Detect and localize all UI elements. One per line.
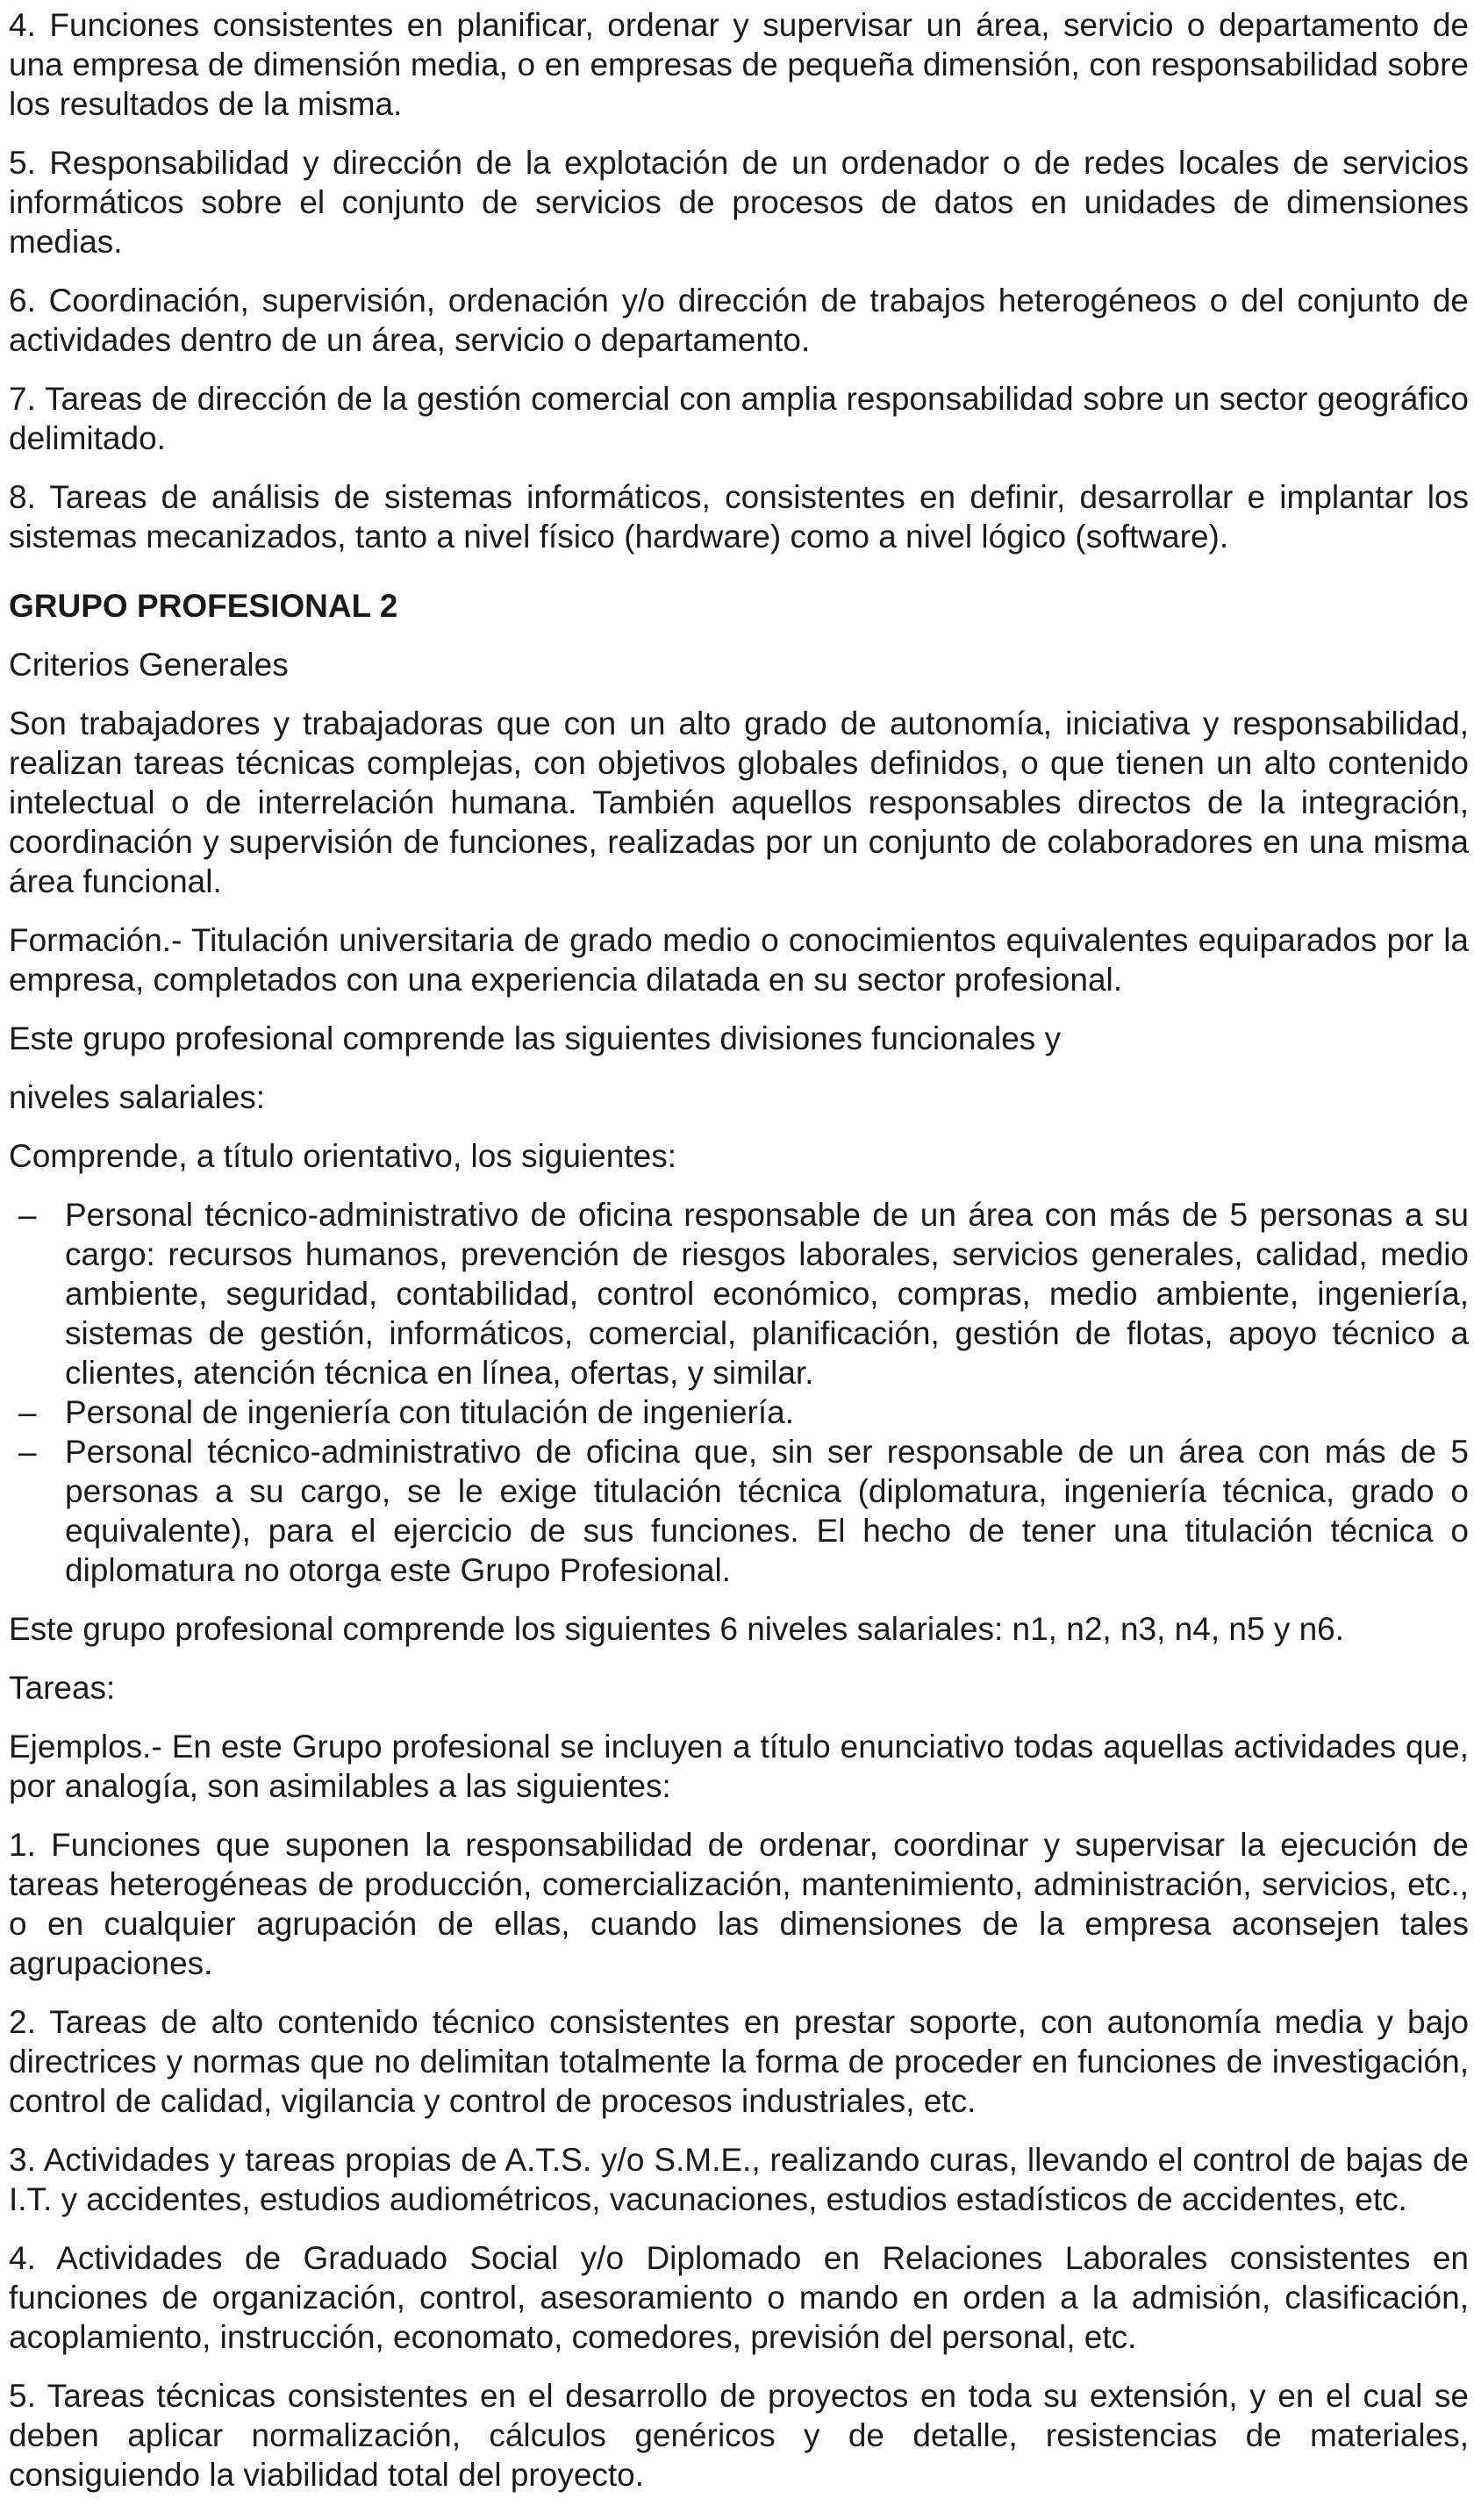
section-heading: GRUPO PROFESIONAL 2 — [9, 588, 398, 624]
paragraph: niveles salariales: — [9, 1079, 266, 1115]
paragraph: Criterios Generales — [9, 647, 289, 683]
bullet-list — [9, 1195, 1469, 1590]
paragraph: Son trabajadores y trabajadoras que con un alto grado de autonomía, iniciativa y responsabilidad, realizan tareas técnicas complejas, con objetivos globales definidos, o que tienen un alto contenido intelectual o de interrelación humana. También aquellos responsables directos de la integración, coordinación y supervisión de funciones, realizadas por un conjunto de colaboradores en una misma área funcional. — [9, 705, 1469, 899]
paragraph: 2. Tareas de alto contenido técnico consistentes en prestar soporte, con autonomía media y bajo directrices y normas que no delimitan totalmente la forma de proceder en funciones de investigación, control de calidad, vigilancia y control de procesos industriales, etc. — [9, 2004, 1469, 2119]
paragraph: 1. Funciones que suponen la responsabilidad de ordenar, coordinar y supervisar la ejecución de tareas heterogéneas de producción, comercialización, mantenimiento, administración, servicios, etc., o en cualquier agrupación de ellas, cuando las dimensiones de la empresa aconsejen tales agrupaciones. — [9, 1827, 1469, 1981]
paragraph: 5. Tareas técnicas consistentes en el desarrollo de proyectos en toda su extensión, y en el cual se deben aplicar normalización, cálculos genéricos y de detalle, resistencias de materiales, consiguiendo la viabilidad total del proyecto. — [9, 2378, 1469, 2493]
paragraph: 8. Tareas de análisis de sistemas informáticos, consistentes en definir, desarrollar e implantar los sistemas mecanizados, tanto a nivel físico (hardware) como a nivel lógico (software). — [9, 479, 1469, 555]
paragraph: 3. Actividades y tareas propias de A.T.S. y/o S.M.E., realizando curas, llevando el control de bajas de I.T. y accidentes, estudios audiométricos, vacunaciones, estudios estadísticos de accidentes, etc. — [9, 2142, 1469, 2217]
list-item — [9, 1432, 1469, 1590]
list-item — [9, 1195, 1469, 1392]
paragraph: Tareas: — [9, 1670, 116, 1706]
paragraph: Formación.- Titulación universitaria de grado medio o conocimientos equivalentes equiparados por la empresa, completados con una experiencia dilatada en su sector profesional. — [9, 922, 1469, 998]
paragraph: Comprende, a título orientativo, los siguientes: — [9, 1138, 676, 1174]
paragraph: 7. Tareas de dirección de la gestión comercial con amplia responsabilidad sobre un sector geográfico delimitado. — [9, 381, 1469, 456]
paragraph: Este grupo profesional comprende las siguientes divisiones funcionales y — [9, 1020, 1062, 1056]
list-item-text: Personal técnico-administrativo de oficina responsable de un área con más de 5 personas a su cargo: recursos humanos, prevención de riesgos laborales, servicios generales, calidad, medio ambiente, seguridad, contabilidad, control económico, compras, medio ambiente, ingeniería, sistemas de gestión, informáticos, comercial, planificación, gestión de flotas, apoyo técnico a clientes, atención técnica en línea, ofertas, y similar. — [65, 1197, 1469, 1391]
paragraph: Ejemplos.- En este Grupo profesional se incluyen a título enunciativo todas aquellas actividades que, por analogía, son asimilables a las siguientes: — [9, 1729, 1469, 1804]
dash-marker: – — [18, 1394, 37, 1430]
dash-marker: – — [18, 1197, 37, 1233]
paragraph: Este grupo profesional comprende los siguientes 6 niveles salariales: n1, n2, n3, n4, n5 y n6. — [9, 1611, 1345, 1647]
paragraph: 4. Actividades de Graduado Social y/o Diplomado en Relaciones Laborales consistentes en funciones de organización, control, asesoramiento o mando en orden a la admisión, clasificación, acoplamiento, instrucción, economato, comedores, previsión del personal, etc. — [9, 2240, 1469, 2355]
list-item-text: Personal técnico-administrativo de oficina que, sin ser responsable de un área con más de 5 personas a su cargo, se le exige titulación técnica (diplomatura, ingeniería técnica, grado o equivalente), para el ejercicio de sus funciones. El hecho de tener una titulación técnica o diplomatura no otorga este Grupo Profesional. — [65, 1434, 1469, 1588]
paragraph: 5. Responsabilidad y dirección de la explotación de un ordenador o de redes locales de servicios informáticos sobre el conjunto de servicios de procesos de datos en unidades de dimensiones medias. — [9, 145, 1469, 260]
dash-marker: – — [18, 1434, 37, 1470]
paragraph: 6. Coordinación, supervisión, ordenación y/o dirección de trabajos heterogéneos o del conjunto de actividades dentro de un área, servicio o departamento. — [9, 283, 1469, 358]
paragraph: 4. Funciones consistentes en planificar, ordenar y supervisar un área, servicio o departamento de una empresa de dimensión media, o en empresas de pequeña dimensión, con responsabilidad sobre los resultados de la misma. — [9, 7, 1469, 122]
list-item — [9, 1392, 1469, 1432]
list-item-text: Personal de ingeniería con titulación de ingeniería. — [65, 1394, 795, 1430]
